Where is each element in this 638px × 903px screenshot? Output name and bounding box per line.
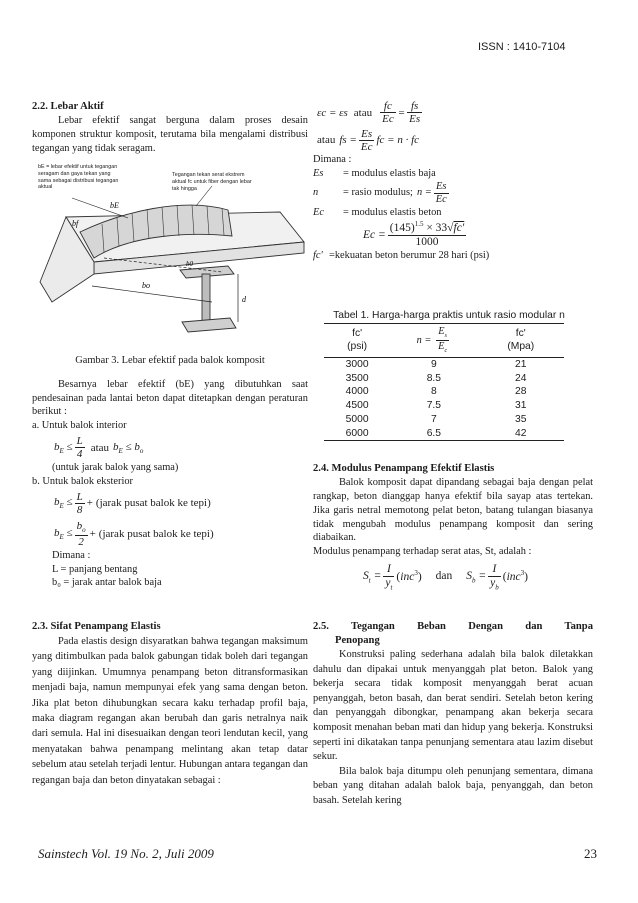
table-row xyxy=(324,413,564,427)
list-item-b: b. Untuk balok eksterior xyxy=(32,475,133,487)
header-psi: (psi) xyxy=(347,341,368,353)
section-heading: 2.5. Tegangan Beban Dengan dan Tanpa xyxy=(313,621,593,632)
paragraph: Besarnya lebar efektif (bE) yang dibutuhkan saat pendesainan pada lantai beton dapat ditetapkan dengan peraturan berikut : xyxy=(32,378,308,418)
section-heading: 2.4. Modulus Penampang Efektif Elastis xyxy=(313,463,495,474)
definition-text: =kekuatan beton berumur 28 hari (psi) xyxy=(329,250,490,262)
section-2-2 xyxy=(32,100,308,156)
table-header xyxy=(478,323,564,357)
formula-block xyxy=(313,100,593,263)
formula-or: atau xyxy=(90,441,110,454)
label-bf: bf xyxy=(72,219,79,228)
definition-text: = rasio modulus; xyxy=(343,187,413,199)
section-2-3 xyxy=(32,620,308,788)
definition-ec: Ec = modulus elastis beton xyxy=(313,206,442,218)
header-n: n = xyxy=(416,335,432,347)
table-cell: 7 xyxy=(430,413,437,425)
table-cell: 8.5 xyxy=(426,372,442,384)
note-pointer-left xyxy=(72,198,128,218)
table-cell: 3000 xyxy=(345,359,369,371)
paragraph: Balok komposit dapat dipandang sebagai baja dengan pelat rangkap, beton dianggap hanya efektif bila sayap atas tertekan. Jika garis netral memotong pelat beton, batang tulangan biasanya tidak mengubah modulus penampang komposit dan sering diabaikan. xyxy=(313,477,593,544)
formula-exterior-1: $b_E$ ≤ $\frac{L}{8}$ + (jarak pusat balok ke tepi) xyxy=(54,490,211,516)
formula-strain: εc = εs atau $\frac{fc}{Ec}$ = $\frac{fs}{Es}$ xyxy=(317,100,421,126)
table-header xyxy=(324,323,390,357)
section-2-4 xyxy=(313,462,593,591)
paragraph: Modulus penampang terhadap serat atas, St, adalah : xyxy=(313,546,532,558)
modular-ratio-table xyxy=(324,323,564,442)
table-cell: 8 xyxy=(430,386,437,398)
formula-ec: Ec = $\frac{(145)^{1.5} \times 33√fc'}{1000}$ xyxy=(363,220,465,248)
header-mpa: (Mpa) xyxy=(507,341,535,353)
formula-stress: atau fs = $\frac{Es}{Ec}$ fc = n · fc xyxy=(317,127,420,153)
table-cell: 9 xyxy=(430,359,437,371)
table-cell: 6000 xyxy=(345,427,369,439)
table-cell: 6.5 xyxy=(426,427,442,439)
table-cell: 31 xyxy=(515,400,527,412)
table-cell: 21 xyxy=(515,359,527,371)
table-cell: 35 xyxy=(515,413,527,425)
definition-n: n = rasio modulus; n = $\frac{Es}{Ec}$ xyxy=(313,181,447,205)
label-b0: b0 xyxy=(186,260,193,268)
table-cell: 42 xyxy=(515,427,527,439)
dimana-label: Dimana : xyxy=(52,549,91,561)
table-cell: 7.5 xyxy=(426,400,442,412)
table-cell: 4000 xyxy=(345,386,369,398)
table-1 xyxy=(318,309,594,441)
table-header: n = $\frac{E_s}{E_c}$ xyxy=(416,326,448,354)
label-d: d xyxy=(242,295,246,304)
table-row xyxy=(324,427,564,441)
label-bo: bo xyxy=(142,281,150,290)
table-cell: 5000 xyxy=(345,413,369,425)
issn-header: ISSN : 1410-7104 xyxy=(478,41,566,53)
table-row xyxy=(324,372,564,386)
table-row xyxy=(324,385,564,399)
table-cell: 24 xyxy=(515,372,527,384)
label-be: bE xyxy=(110,201,119,210)
paragraph: Bila balok baja ditumpu oleh penunjang sementara, dimana beban yang ditahan adalah balok baja, penyanggah, dan beton basah. Setelah kering xyxy=(313,765,593,806)
formula-exterior-2: $b_E$ ≤ $\frac{b_o}{2}$ + (jarak pusat balok ke tepi) xyxy=(54,520,214,549)
page-number: 23 xyxy=(584,846,597,861)
figure-caption: Gambar 3. Lebar efektif pada balok komposit xyxy=(75,355,265,366)
header-fc: fc' xyxy=(352,327,363,339)
figure-3 xyxy=(32,162,308,344)
table-cell: 3500 xyxy=(345,372,369,384)
paragraph: Konstruksi paling sederhana adalah bila balok diletakkan dahulu dan dipakai untuk menyanggah plat beton. Balok yang bekerja secara tidak komposit menyanggah berat acuan penyanggah, beton basah, dan berat sendiri. Setelah beton kering dan penyanggah dibongkar, penampang akan bekerja secara komposit menahan beban mati dan hidup yang bekerja. Konstruksi seperti ini dikatakan tanpa penunjang sementara atau lazim disebut sekur. xyxy=(313,649,593,763)
journal-footer: Sainstech Vol. 19 No. 2, Juli 2009 xyxy=(38,846,214,861)
table-cell: 4500 xyxy=(345,400,369,412)
section-heading: 2.3. Sifat Penampang Elastis xyxy=(32,621,161,632)
definition-text: = modulus elastis baja xyxy=(343,168,436,180)
paragraph: Lebar efektif sangat berguna dalam proses desain komponen struktur komposit, terutama bila mengalami distribusi tegangan yang tidak seragam. xyxy=(32,115,308,154)
table-header-row xyxy=(324,323,564,357)
steel-beam-web xyxy=(202,274,210,324)
steel-beam-bottom-flange xyxy=(182,318,236,332)
paragraph: Pada elastis design disyaratkan bahwa tegangan maksimum yang ditimbulkan pada balok gabungan tidak boleh dari tegangan yang diijinkan. Umumnya penampang beton ditransformasikan menjadi baja, namun mempunyai efek yang sama dengan beton. Jika plat beton dihubungkan secara kaku terhadap profil baja, maka diagram regangan akan berubah dan garis netralnya naik dari semula. Hal ini disesuaikan dengan teori lendutan kecil, yang menyatakan bahwa penampang melintang akan tetap datar sebelum atau setelah terjadi lentur. Hubungan antara tegangan dan regangan baja dan beton dinyatakan sebagai : xyxy=(32,636,308,786)
table-caption: Tabel 1. Harga-harga praktis untuk rasio modular n xyxy=(333,310,565,321)
figure-note-right: Tegangan tekan serat ekstrem aktual fc untuk fiber dengan lebar tak hingga xyxy=(172,172,252,192)
definition-L: L = panjang bentang xyxy=(52,563,138,575)
formula-note: (jarak pusat balok ke tepi) xyxy=(95,497,211,510)
dimana-label: Dimana : xyxy=(313,154,352,166)
formula-or: atau xyxy=(317,134,336,147)
figure-note-left: bE = lebar efektif untuk tegangan seragam dan gaya tekan yang sama sebagai distribusi tegangan aktual xyxy=(38,164,119,191)
list-item-a: a. Untuk balok interior xyxy=(32,420,127,432)
formula-and: dan xyxy=(435,570,453,583)
note-interior: (untuk jarak balok yang sama) xyxy=(52,461,179,473)
definition-es: Es = modulus elastis baja xyxy=(313,168,436,180)
section-heading-cont: Penopang xyxy=(335,635,380,647)
section-2-5 xyxy=(313,620,593,808)
dimension-line-bo xyxy=(92,286,212,302)
formula-note: (jarak pusat balok ke tepi) xyxy=(98,528,214,541)
formula-interior: $b_E$ ≤ $\frac{L}{4}$ atau $b_E \le b_o$ xyxy=(54,435,144,461)
section-heading: 2.2. Lebar Aktif xyxy=(32,101,104,112)
formula-or: atau xyxy=(353,106,373,119)
formula-section-modulus: $S_t$ = $\frac{I}{y_t}$ (inc$^3$) dan $S_b$ = $\frac{I}{y_b}$ (inc$^3$) xyxy=(363,563,529,591)
definition-fc: fc' =kekuatan beton berumur 28 hari (psi) xyxy=(313,250,490,262)
table-row xyxy=(324,358,564,372)
table-row xyxy=(324,399,564,413)
formula-denominator: 1000 xyxy=(415,235,439,248)
header-fc-mpa: fc' xyxy=(515,327,526,339)
table-cell: 28 xyxy=(515,386,527,398)
definition-text: = modulus elastis beton xyxy=(343,206,442,218)
definition-bo: b₀ = jarak antar balok baja xyxy=(52,577,162,589)
section-2-2-rules xyxy=(32,354,308,590)
